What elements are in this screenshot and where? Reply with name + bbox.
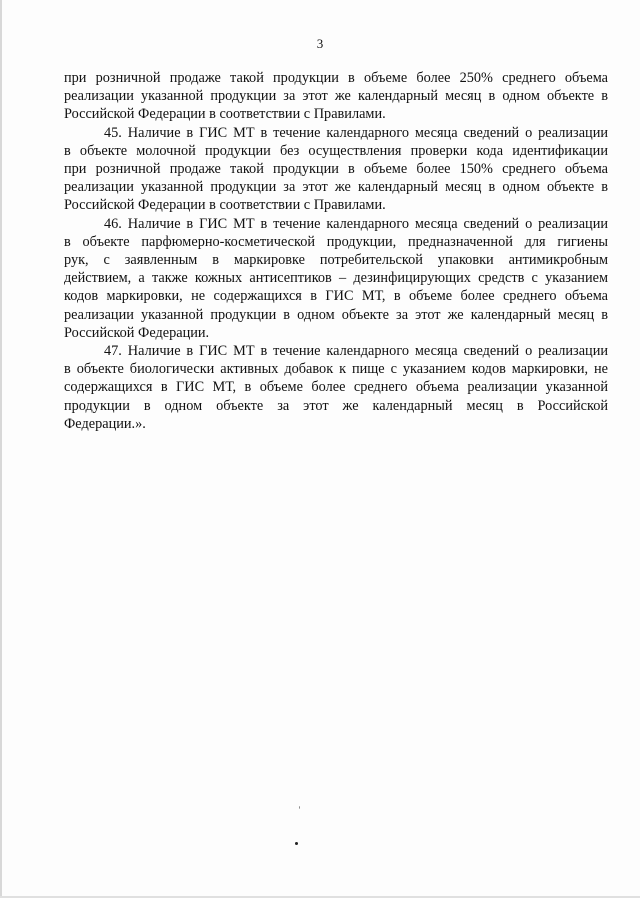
text-line: продукции в одном объекте за этот же календарный месяц в Российской bbox=[64, 397, 608, 414]
text-line: в объекте биологически активных добавок к пище с указанием кодов маркировки, не bbox=[64, 361, 608, 378]
text-line: в объекте парфюмерно-косметической продукции, предназначенной для гигиены bbox=[64, 233, 608, 250]
text-line: реализации указанной продукции за этот же календарный месяц в одном объекте в bbox=[64, 179, 608, 196]
scan-speck bbox=[295, 842, 298, 845]
text-line: Российской Федерации. bbox=[64, 324, 210, 341]
text-line: Российской Федерации в соответствии с Правилами. bbox=[64, 106, 386, 123]
text-line: 47. Наличие в ГИС МТ в течение календарного месяца сведений о реализации bbox=[104, 343, 608, 360]
text-line: кодов маркировки, не содержащихся в ГИС МТ, в объеме более среднего объема bbox=[64, 288, 608, 305]
document-body bbox=[64, 69, 608, 433]
scan-edge-left bbox=[0, 0, 2, 898]
text-line: 46. Наличие в ГИС МТ в течение календарного месяца сведений о реализации bbox=[104, 215, 608, 232]
scan-speck bbox=[299, 806, 300, 809]
page-number: 3 bbox=[316, 36, 324, 51]
text-line: реализации указанной продукции за этот же календарный месяц в одном объекте в bbox=[64, 88, 608, 105]
text-line: 45. Наличие в ГИС МТ в течение календарного месяца сведений о реализации bbox=[104, 124, 608, 141]
text-line: Российской Федерации в соответствии с Правилами. bbox=[64, 197, 386, 214]
paragraph-continuation bbox=[64, 69, 608, 124]
text-line: действием, а также кожных антисептиков – дезинфицирующих средств с указанием bbox=[64, 270, 608, 287]
text-line: содержащихся в ГИС МТ, в объеме более среднего объема реализации указанной bbox=[64, 379, 608, 396]
text-line: реализации указанной продукции в одном объекте за этот же календарный месяц в bbox=[64, 306, 608, 323]
paragraph-item-47 bbox=[64, 342, 608, 433]
paragraph-item-45 bbox=[64, 124, 608, 215]
text-line: рук, с заявленным в маркировке потребительской упаковки антимикробным bbox=[64, 252, 608, 269]
text-line: при розничной продаже такой продукции в объеме более 150% среднего объема bbox=[64, 161, 608, 178]
text-line: Федерации.». bbox=[64, 415, 146, 432]
paragraph-item-46 bbox=[64, 215, 608, 342]
text-line: в объекте молочной продукции без осуществления проверки кода идентификации bbox=[64, 142, 608, 159]
text-line: при розничной продаже такой продукции в объеме более 250% среднего объема bbox=[64, 70, 608, 86]
